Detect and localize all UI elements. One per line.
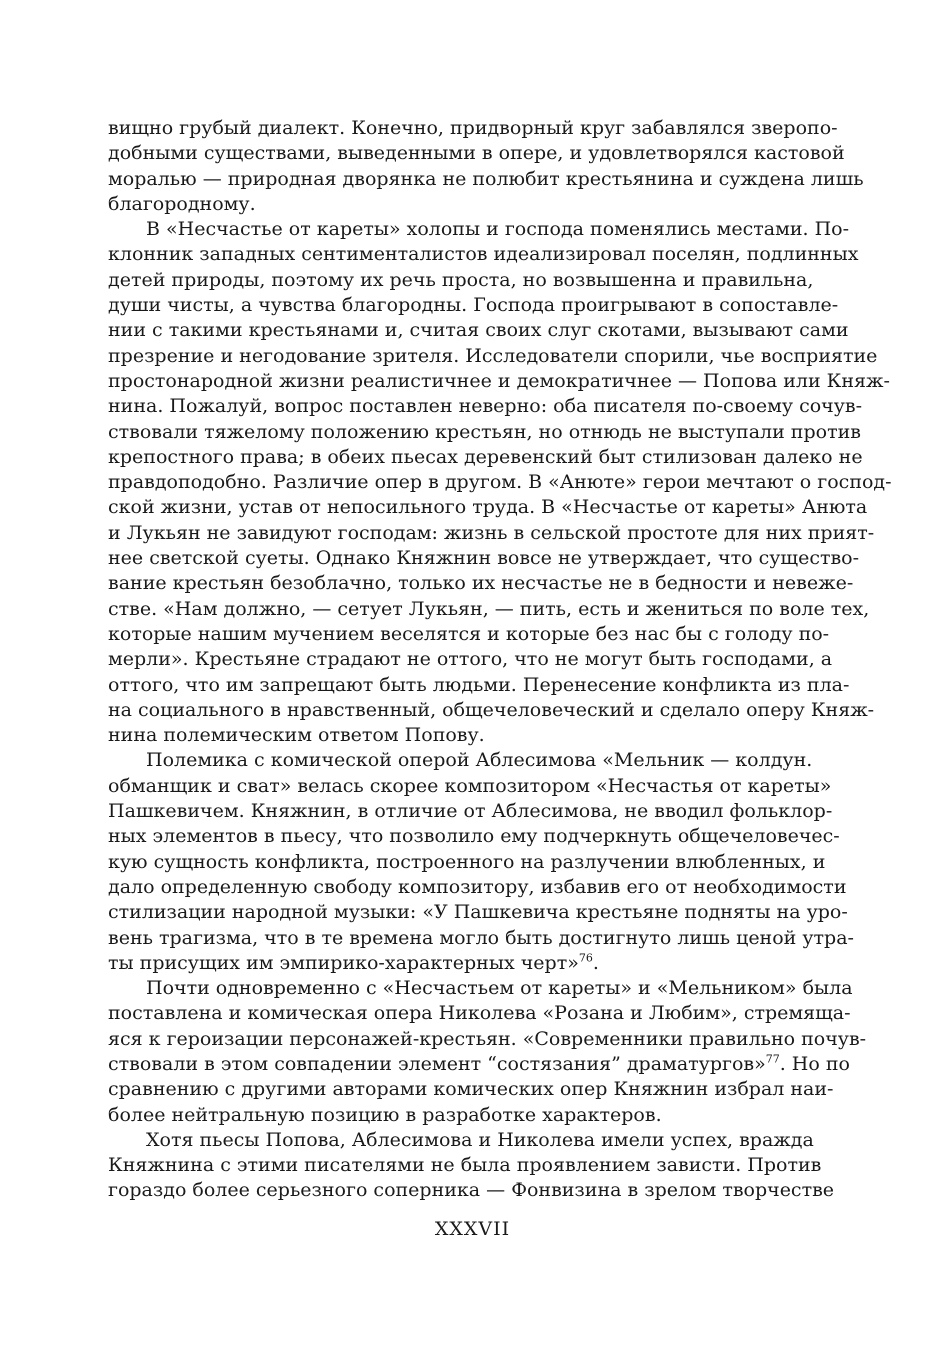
text-line: вание крестьян безоблачно, только их несчастье не в бедности и невеже- bbox=[108, 572, 854, 595]
text-line: гораздо более серьезного соперника — Фонвизина в зрелом творчестве bbox=[108, 1179, 835, 1202]
footnote-ref: 77 bbox=[765, 1052, 780, 1066]
text-line: детей природы, поэтому их речь проста, но возвышенна и правильна, bbox=[108, 268, 814, 291]
text-line: дало определенную свободу композитору, избавив его от необходимости bbox=[108, 875, 847, 898]
text-line: нина. Пожалуй, вопрос поставлен неверно: оба писателя по-своему сочув- bbox=[108, 395, 863, 418]
text-line: В «Несчастье от кареты» холопы и господа поменялись местами. По- bbox=[146, 218, 850, 241]
text-line: Хотя пьесы Попова, Аблесимова и Николева имели успех, вражда bbox=[146, 1128, 814, 1151]
text-line: моралью — природная дворянка не полюбит крестьянина и суждена лишь bbox=[108, 167, 864, 190]
paragraph bbox=[108, 1128, 835, 1204]
paragraph bbox=[108, 976, 867, 1128]
text-line: нина полемическим ответом Попову. bbox=[108, 724, 485, 747]
text-line: ствовали тяжелому положению крестьян, но отнюдь не выступали против bbox=[108, 420, 861, 443]
text-line: ствовали в этом совпадении элемент “состязания” драматургов»$^{77}$. Но по bbox=[108, 1052, 850, 1075]
page-body bbox=[108, 116, 892, 1204]
text-line: кую сущность конфликта, построенного на разлучении влюбленных, и bbox=[108, 850, 826, 873]
text-line: души чисты, а чувства благородны. Господа проигрывают в сопоставле- bbox=[108, 294, 839, 317]
footnote-ref: 76 bbox=[578, 951, 593, 965]
text-line: добными существами, выведенными в опере, и удовлетворялся кастовой bbox=[108, 142, 845, 165]
text-line: и Лукьян не завидуют господам: жизнь в сельской простоте для них прият- bbox=[108, 521, 875, 544]
text-line: простонародной жизни реалистичнее и демократичнее — Попова или Княж- bbox=[108, 369, 890, 392]
text-line: поставлена и комическая опера Николева «Розана и Любим», стремяща- bbox=[108, 1002, 851, 1025]
text-line: Пашкевичем. Княжнин, в отличие от Аблесимова, не вводил фольклор- bbox=[108, 800, 833, 823]
text-line: Полемика с комической оперой Аблесимова «Мельник — колдун. bbox=[146, 749, 813, 772]
text-line: сравнению с другими авторами комических опер Княжнин избрал наи- bbox=[108, 1078, 834, 1101]
paragraph bbox=[108, 748, 854, 976]
text-line: нее светской суеты. Однако Княжнин вовсе не утверждает, что существо- bbox=[108, 547, 860, 570]
text-line: Почти одновременно с «Несчастьем от кареты» и «Мельником» была bbox=[146, 977, 853, 1000]
text-line: мерли». Крестьяне страдают не оттого, что не могут быть господами, а bbox=[108, 648, 833, 671]
text-line: ных элементов в пьесу, что позволило ему подчеркнуть общечеловечес- bbox=[108, 825, 840, 848]
text-line: ты присущих им эмпирико-характерных черт»$^{76}$. bbox=[108, 951, 599, 974]
text-line: обманщик и сват» велась скорее композитором «Несчастья от кареты» bbox=[108, 774, 832, 797]
text-line: ской жизни, устав от непосильного труда. В «Несчастье от кареты» Анюта bbox=[108, 496, 868, 519]
text-line: правдоподобно. Различие опер в другом. В «Анюте» герои мечтают о господ- bbox=[108, 471, 892, 494]
paragraph bbox=[108, 116, 864, 217]
text-line: более нейтральную позицию в разработке характеров. bbox=[108, 1103, 662, 1126]
text-line: вищно грубый диалект. Конечно, придворный круг забавлялся зверопо- bbox=[108, 117, 838, 139]
text-line: благородному. bbox=[108, 192, 256, 215]
text-line: клонник западных сентименталистов идеализировал поселян, подлинных bbox=[108, 243, 859, 266]
text-line: вень трагизма, что в те времена могло быть достигнуто лишь ценой утра- bbox=[108, 926, 854, 949]
text-line: стилизации народной музыки: «У Пашкевича крестьяне подняты на уро- bbox=[108, 901, 848, 924]
text-line: презрение и негодование зрителя. Исследователи спорили, чье восприятие bbox=[108, 344, 878, 367]
text-line: нии с такими крестьянами и, считая своих слуг скотами, вызывают сами bbox=[108, 319, 849, 342]
text-line: оттого, что им запрещают быть людьми. Перенесение конфликта из пла- bbox=[108, 673, 850, 696]
text-line: которые нашим мучением веселятся и которые без нас бы с голоду по- bbox=[108, 622, 830, 645]
paragraph bbox=[108, 217, 892, 748]
text-line: яся к героизации персонажей-крестьян. «Современники правильно почув- bbox=[108, 1027, 867, 1050]
text-line: Княжнина с этими писателями не была проявлением зависти. Против bbox=[108, 1154, 822, 1177]
page-number: XXXVII bbox=[434, 1218, 511, 1240]
text-line: крепостного права; в обеих пьесах деревенский быт стилизован далеко не bbox=[108, 445, 863, 468]
text-line: стве. «Нам должно, — сетует Лукьян, — пить, есть и жениться по воле тех, bbox=[108, 597, 870, 620]
text-line: на социального в нравственный, общечеловеческий и сделало оперу Княж- bbox=[108, 698, 875, 721]
